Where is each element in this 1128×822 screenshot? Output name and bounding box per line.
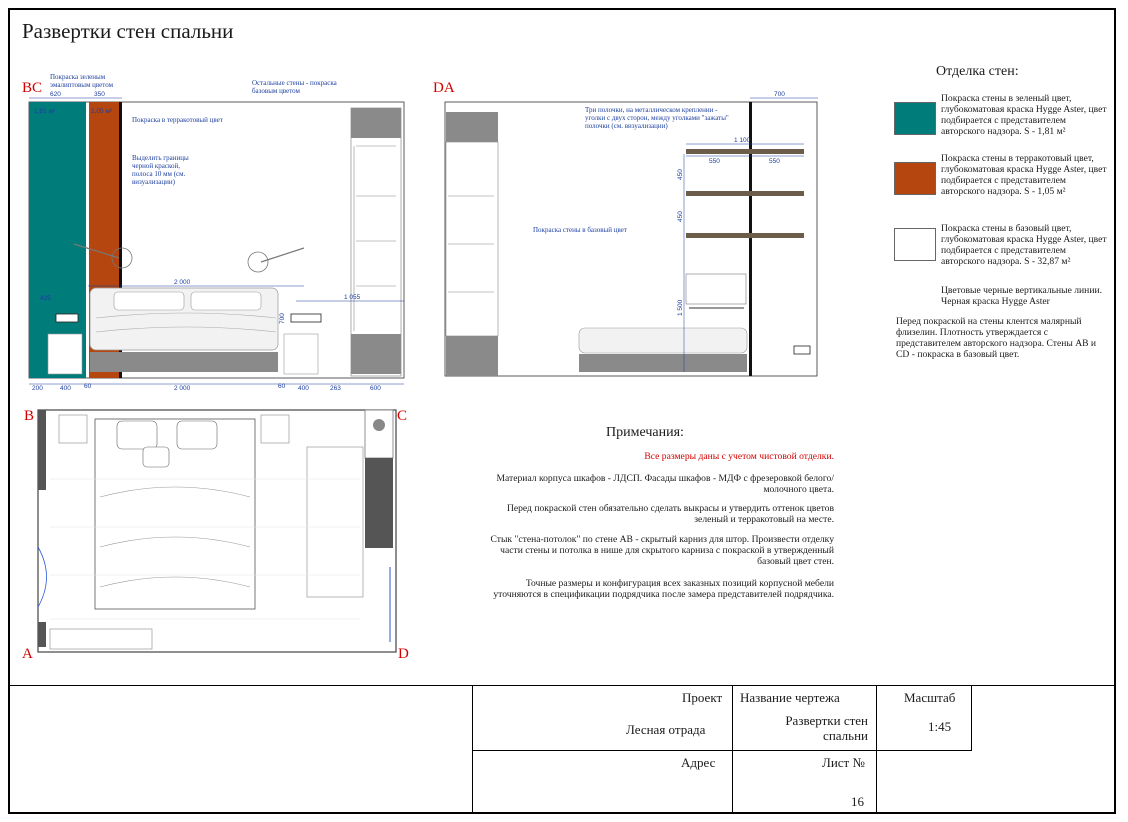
- stamp-sheet-value: 16: [851, 794, 864, 809]
- elevation-bc: [26, 91, 410, 394]
- finishing-black-lines: Цветовые черные вертикальные линии. Черная краска Hygge Aster: [941, 285, 1102, 307]
- swatch-base: [894, 228, 936, 261]
- stamp-scale-value: 1:45: [928, 719, 952, 734]
- stamp-scale-label: Масштаб: [904, 690, 956, 705]
- dim-left: 425: [40, 295, 51, 302]
- ann-rest: Остальные стены - покраска базовым цветом: [252, 79, 337, 95]
- dimb-0: 200: [32, 385, 43, 392]
- da-dim-shelf: 1 100: [734, 137, 751, 144]
- da-dim-half-a: 550: [709, 158, 720, 165]
- ann-terracotta: Покраска в терракотовый цвет: [132, 116, 223, 124]
- area-terra: 1,05 м²: [91, 108, 113, 115]
- notes-red: Все размеры даны с учетом чистовой отделки.: [644, 451, 834, 462]
- stamp-drawing-label: Название чертежа: [740, 690, 840, 705]
- da-dim-v2: 450: [677, 211, 684, 222]
- ann-black: Выделить границы черной краской, полоса 10 мм (см. визуализации): [132, 154, 189, 186]
- ann-base: Покраска стены в базовый цвет: [533, 226, 627, 234]
- dimb-7: 600: [370, 385, 381, 392]
- label-a: A: [22, 646, 33, 662]
- dimb-3: 2 000: [174, 385, 191, 392]
- dim-right: 1 055: [344, 294, 361, 301]
- notes-title: Примечания:: [606, 425, 684, 440]
- dimb-6: 263: [330, 385, 341, 392]
- da-dim-v1: 450: [677, 169, 684, 180]
- finishing-green-text: Покраска стены в зеленый цвет, глубокоматовая краска Hygge Aster, цвет подбирается с представителем авторского надзора. S - 1,81 м²: [941, 93, 1107, 137]
- notes-p1: Материал корпуса шкафов - ЛДСП. Фасады шкафов - МДФ с фрезеровкой белого/молочного цвета.: [496, 473, 834, 496]
- da-dim-half-b: 550: [769, 158, 780, 165]
- swatch-green: [894, 102, 936, 135]
- da-dim-v3: 1 500: [677, 299, 684, 316]
- area-green: 1,81 м²: [34, 108, 56, 115]
- dim-350: 350: [94, 91, 105, 98]
- ann-shelves: Три полочки, на металлическом креплении - уголки с двух сторон, между уголками "зажаты" полочки (см. визуализации): [585, 106, 729, 130]
- label-c: C: [397, 408, 408, 424]
- dimb-1: 400: [60, 385, 71, 392]
- finishing-title: Отделка стен:: [936, 64, 1019, 79]
- stamp-drawing-value: Развертки стен спальни: [785, 713, 868, 743]
- floor-plan: [35, 407, 401, 657]
- notes-p2: Перед покраской стен обязательно сделать выкрасы и утвердить оттенок цветов зеленый и терракотовый на месте.: [506, 503, 834, 526]
- stamp-project-value: Лесная отрада: [626, 722, 706, 737]
- dim-620: 620: [50, 91, 61, 98]
- label-d: D: [398, 646, 409, 662]
- dimb-4: 60: [278, 383, 286, 390]
- da-dim-top: 700: [774, 91, 785, 98]
- label-bc: BC: [22, 80, 43, 96]
- dim-vert: 700: [279, 313, 286, 324]
- stamp-address-label: Адрес: [681, 755, 716, 770]
- ann-green: Покраска зеленым эмалиптовым цветом: [50, 73, 114, 89]
- stamp-project-label: Проект: [682, 690, 723, 705]
- dim-mid: 2 000: [174, 279, 191, 286]
- dimb-5: 400: [298, 385, 309, 392]
- notes-p4: Точные размеры и конфигурация всех заказных позиций корпусной мебели уточняются в спецификации подрядчика после замера представителей подрядчика.: [493, 578, 834, 601]
- label-da: DA: [433, 80, 455, 96]
- dimb-2: 60: [84, 383, 92, 390]
- finishing-terracotta-text: Покраска стены в терракотовый цвет, глубокоматовая краска Hygge Aster, цвет подбирается с представителем авторского надзора. S - 1,05 м²: [941, 153, 1107, 197]
- label-b: B: [24, 408, 35, 424]
- sheet-title: Развертки стен спальни: [22, 19, 234, 43]
- stamp-sheet-label: Лист №: [822, 755, 865, 770]
- swatch-terracotta: [894, 162, 936, 195]
- finishing-info: Перед покраской на стены клентся малярный флизелин. Плотность утверждается с представителем авторского надзора. Стены AB и CD - покраска в базовый цвет.: [896, 316, 1097, 360]
- notes-p3: Стык "стена-потолок" по стене AB - скрытый карниз для штор. Произвести отделку части стены и потолка в нише для скрытого карниза с покраской в утвержденный базовый цвет стен.: [490, 534, 834, 568]
- elevation-da: [444, 91, 822, 382]
- finishing-base-text: Покраска стены в базовый цвет, глубокоматовая краска Hygge Aster, цвет подбирается с представителем авторского надзора. S - 32,87 м²: [941, 223, 1107, 267]
